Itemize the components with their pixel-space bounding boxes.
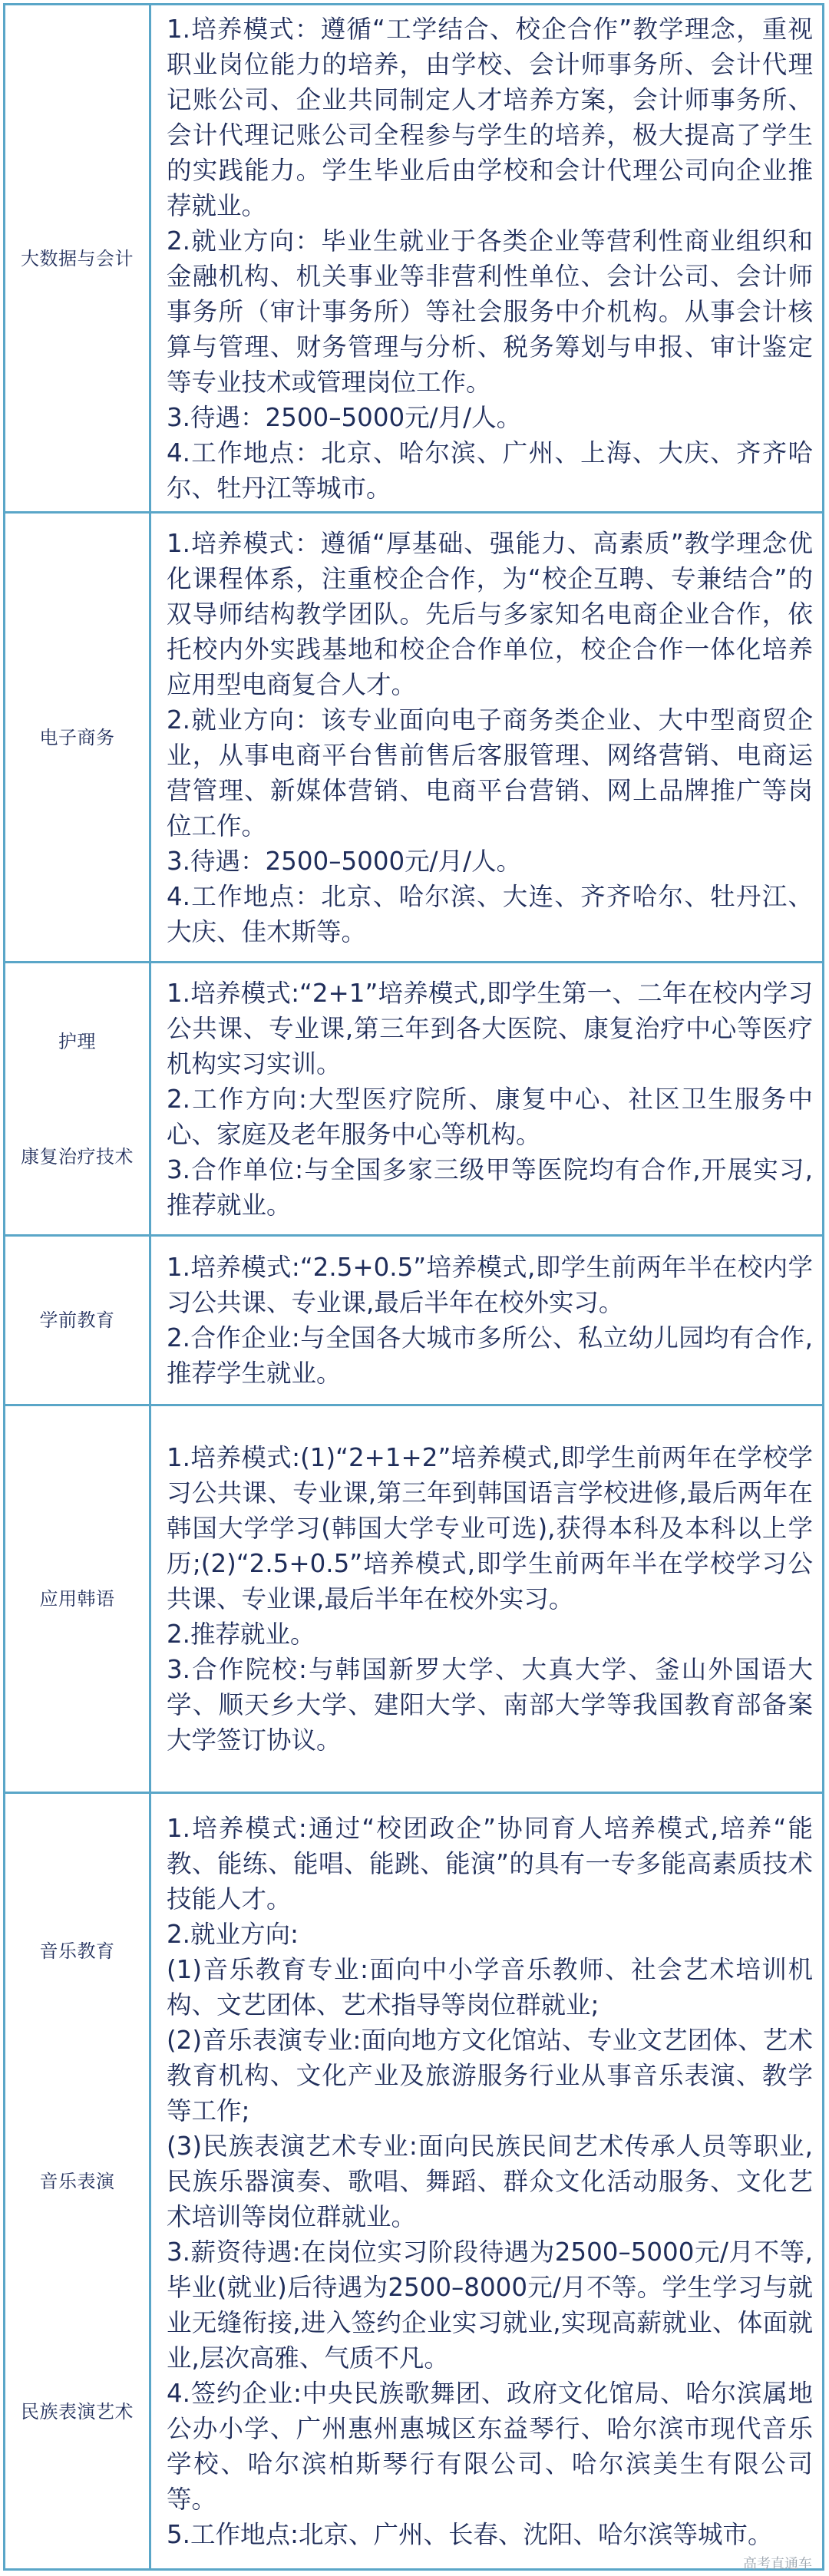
description-paragraph: 1.培养模式:“2+1”培养模式,即学生第一、二年在校内学习公共课、专业课,第三年到各大医院、康复治疗中心等医疗机构实习实训。 <box>167 978 813 1078</box>
major-row <box>5 963 824 1236</box>
major-names <box>10 1836 144 2527</box>
major-names <box>10 984 144 1214</box>
description-paragraph: 1.培养模式:“2.5+0.5”培养模式,即学生前两年半在校内学习公共课、专业课,最后半年在校外实习。 <box>167 1253 813 1317</box>
major-row <box>5 513 824 963</box>
major-description-cell <box>150 5 824 513</box>
major-name-cell <box>5 1236 150 1405</box>
major-description-cell <box>150 963 824 1236</box>
watermark: 高考直通车 <box>743 2556 812 2571</box>
description-paragraph: 2.推荐就业。 <box>167 1620 315 1649</box>
major-name: 音乐教育 <box>39 1940 115 1962</box>
description-paragraph: 5.工作地点:北京、广州、长春、沈阳、哈尔滨等城市。 <box>167 2519 773 2549</box>
major-name-cell <box>5 1405 150 1793</box>
description-paragraph: (2)音乐表演专业:面向地方文化馆站、专业文艺团体、艺术教育机构、文化产业及旅游服务行业从事音乐表演、教学等工作; <box>167 2025 813 2125</box>
major-names <box>10 246 144 271</box>
description-paragraph: 4.签约企业:中央民族歌舞团、政府文化馆局、哈尔滨属地公办小学、广州惠州惠城区东益琴行、哈尔滨市现代音乐学校、哈尔滨柏斯琴行有限公司、哈尔滨美生有限公司等。 <box>167 2378 813 2514</box>
major-description-cell <box>150 513 824 963</box>
major-row <box>5 1236 824 1405</box>
major-names <box>10 1587 144 1611</box>
description-paragraph: 1.培养模式：遵循“工学结合、校企合作”教学理念，重视职业岗位能力的培养，由学校、会计师事务所、会计代理记账公司、企业共同制定人才培养方案，会计师事务所、会计代理记账公司全程参与学生的培养，极大提高了学生的实践能力。学生毕业后由学校和会计代理公司向企业推荐就业。 <box>167 14 813 220</box>
major-name: 学前教育 <box>39 1309 115 1331</box>
major-name: 电子商务 <box>39 726 115 748</box>
description-paragraph: (1)音乐教育专业:面向中小学音乐教师、社会艺术培训机构、文艺团体、艺术指导等岗位群就业; <box>167 1954 813 2020</box>
major-name: 护理 <box>58 1030 96 1052</box>
description-paragraph: 2.工作方向:大型医疗院所、康复中心、社区卫生服务中心、家庭及老年服务中心等机构。 <box>167 1084 813 1149</box>
major-row <box>5 1405 824 1793</box>
major-row <box>5 5 824 513</box>
major-name: 民族表演艺术 <box>21 2400 134 2422</box>
major-description-cell <box>150 1236 824 1405</box>
major-name: 音乐表演 <box>39 2170 115 2192</box>
description-paragraph: 4.工作地点：北京、哈尔滨、广州、上海、大庆、齐齐哈尔、牡丹江等城市。 <box>167 438 813 503</box>
description-paragraph: 3.合作院校:与韩国新罗大学、大真大学、釜山外国语大学、顺天乡大学、建阳大学、南部大学等我国教育部备案大学签订协议。 <box>167 1655 813 1755</box>
major-names <box>10 1308 144 1333</box>
description-paragraph: 1.培养模式:通过“校团政企”协同育人培养模式,培养“能教、能练、能唱、能跳、能演”的具有一专多能高素质技术技能人才。 <box>167 1813 813 1914</box>
description-paragraph: 4.工作地点：北京、哈尔滨、大连、齐齐哈尔、牡丹江、大庆、佳木斯等。 <box>167 881 813 946</box>
description-paragraph: 3.待遇：2500–5000元/月/人。 <box>167 846 522 876</box>
description-paragraph: 2.就业方向: <box>167 1919 299 1949</box>
description-paragraph: 1.培养模式:(1)“2+1+2”培养模式,即学生前两年在学校学习公共课、专业课,第三年到韩国语言学校进修,最后两年在韩国大学学习(韩国大学专业可选),获得本科及本科以上学历;(2)“2.5+0.5”培养模式,即学生前两年半在学校学习公共课、专业课,最后半年在校外实习。 <box>167 1443 813 1613</box>
major-description-cell <box>150 1793 824 2570</box>
description-paragraph: 3.薪资待遇:在岗位实习阶段待遇为2500–5000元/月不等,毕业(就业)后待遇为2500–8000元/月不等。学生学习与就业无缝衔接,进入签约企业实习就业,实现高薪就业、体面就业,层次高雅、气质不凡。 <box>167 2237 813 2373</box>
major-name: 康复治疗技术 <box>21 1145 134 1167</box>
major-names <box>10 725 144 750</box>
major-description-cell <box>150 1405 824 1793</box>
description-paragraph: 2.就业方向：该专业面向电子商务类企业、大中型商贸企业，从事电商平台售前售后客服管理、网络营销、电商运营管理、新媒体营销、电商平台营销、网上品牌推广等岗位工作。 <box>167 705 813 841</box>
description-paragraph: 3.待遇：2500–5000元/月/人。 <box>167 402 522 432</box>
description-paragraph: (3)民族表演艺术专业:面向民族民间艺术传承人员等职业,民族乐器演奏、歌唱、舞蹈、群众文化活动服务、文化艺术培训等岗位群就业。 <box>167 2131 813 2231</box>
major-row <box>5 1793 824 2570</box>
description-paragraph: 3.合作单位:与全国多家三级甲等医院均有合作,开展实习,推荐就业。 <box>167 1154 813 1220</box>
majors-table <box>3 3 824 2571</box>
description-paragraph: 2.合作企业:与全国各大城市多所公、私立幼儿园均有合作,推荐学生就业。 <box>167 1323 813 1388</box>
description-paragraph: 1.培养模式：遵循“厚基础、强能力、高素质”教学理念优化课程体系，注重校企合作，为“校企互聘、专兼结合”的双导师结构教学团队。先后与多家知名电商企业合作，依托校内外实践基地和校企合作单位，校企合作一体化培养应用型电商复合人才。 <box>167 528 813 699</box>
major-name-cell <box>5 513 150 963</box>
major-name-cell <box>5 963 150 1236</box>
major-name: 应用韩语 <box>39 1588 115 1610</box>
major-name-cell <box>5 1793 150 2570</box>
major-name-cell <box>5 5 150 513</box>
description-paragraph: 2.就业方向：毕业生就业于各类企业等营利性商业组织和金融机构、机关事业等非营利性单位、会计公司、会计师事务所（审计事务所）等社会服务中介机构。从事会计核算与管理、财务管理与分析、税务筹划与申报、审计鉴定等专业技术或管理岗位工作。 <box>167 226 813 397</box>
major-name: 大数据与会计 <box>21 247 134 269</box>
